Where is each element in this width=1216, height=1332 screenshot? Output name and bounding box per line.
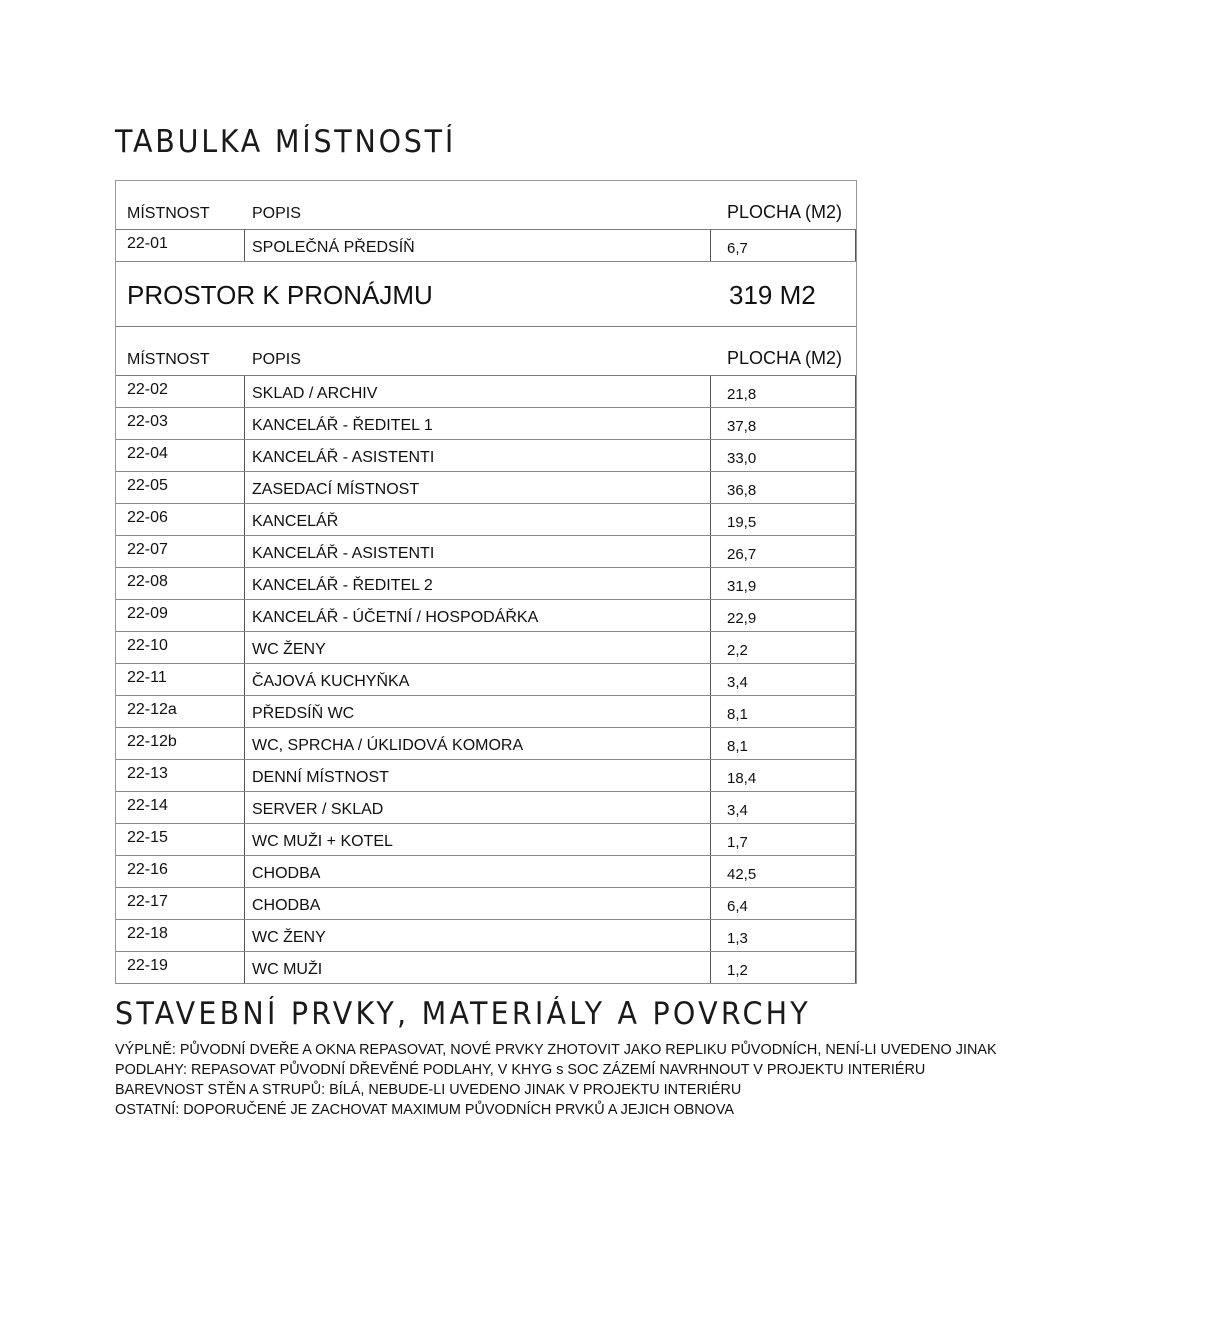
- table-row: [116, 728, 856, 760]
- room-description: CHODBA: [244, 888, 710, 919]
- room-description: DENNÍ MÍSTNOST: [244, 760, 710, 791]
- header-room: MÍSTNOST: [127, 205, 210, 222]
- table-row: [116, 632, 856, 664]
- room-description: ČAJOVÁ KUCHYŇKA: [244, 664, 710, 695]
- table-row: [116, 504, 856, 536]
- room-description: CHODBA: [244, 856, 710, 887]
- room-area: 1,2: [710, 952, 856, 983]
- room-area: 1,3: [710, 920, 856, 951]
- room-area: 3,4: [710, 792, 856, 823]
- note-line: BAREVNOST STĚN A STRUPŮ: BÍLÁ, NEBUDE-LI UVEDENO JINAK V PROJEKTU INTERIÉRU: [115, 1081, 742, 1098]
- table-row: [116, 536, 856, 568]
- table-row: [116, 568, 856, 600]
- room-description: KANCELÁŘ - ŘEDITEL 2: [244, 568, 710, 599]
- room-area: 36,8: [710, 472, 856, 503]
- room-description: KANCELÁŘ - ASISTENTI: [244, 536, 710, 567]
- rental-area: 319 M2: [729, 280, 816, 310]
- note-line: OSTATNÍ: DOPORUČENÉ JE ZACHOVAT MAXIMUM PŮVODNÍCH PRVKŮ A JEJICH OBNOVA: [115, 1101, 735, 1118]
- room-area: 3,4: [710, 664, 856, 695]
- table-row: [116, 888, 856, 920]
- note-line: PODLAHY: REPASOVAT PŮVODNÍ DŘEVĚNÉ PODLAHY, V KHYG s SOC ZÁZEMÍ NAVRHNOUT V PROJEKTU INTERIÉRU: [115, 1061, 926, 1078]
- room-description: WC ŽENY: [244, 920, 710, 951]
- room-area: 2,2: [710, 632, 856, 663]
- room-area: 1,7: [710, 824, 856, 855]
- table-row: [116, 696, 856, 728]
- room-number: 22-08: [127, 573, 168, 590]
- room-number: 22-04: [127, 445, 168, 462]
- room-number: 22-19: [127, 957, 168, 974]
- room-description: KANCELÁŘ: [244, 504, 710, 535]
- room-area: 8,1: [710, 728, 856, 759]
- room-number: 22-06: [127, 509, 168, 526]
- room-description: WC ŽENY: [244, 632, 710, 663]
- rooms-table: [115, 180, 857, 984]
- table-row: [116, 376, 856, 408]
- room-number: 22-17: [127, 893, 168, 910]
- room-number: 22-16: [127, 861, 168, 878]
- table-row: [116, 440, 856, 472]
- room-area: 19,5: [710, 504, 856, 535]
- note-line: VÝPLNĚ: PŮVODNÍ DVEŘE A OKNA REPASOVAT, NOVÉ PRVKY ZHOTOVIT JAKO REPLIKU PŮVODNÍCH, NENÍ-LI UVEDENO JINAK: [115, 1041, 997, 1058]
- room-number: 22-12a: [127, 701, 177, 718]
- table-row: [116, 952, 856, 984]
- table-header: [116, 327, 856, 376]
- room-rows: [116, 376, 856, 984]
- room-number: 22-07: [127, 541, 168, 558]
- room-description: PŘEDSÍŇ WC: [244, 696, 710, 727]
- room-number: 22-12b: [127, 733, 177, 750]
- room-number: 22-11: [127, 669, 167, 686]
- table-header: [116, 181, 856, 230]
- room-description: SPOLEČNÁ PŘEDSÍŇ: [244, 230, 710, 261]
- room-number: 22-18: [127, 925, 168, 942]
- room-area: 21,8: [710, 376, 856, 407]
- room-number: 22-02: [127, 381, 168, 398]
- room-area: 6,7: [710, 230, 856, 261]
- table-row: [116, 230, 856, 262]
- table-row: [116, 760, 856, 792]
- room-area: 6,4: [710, 888, 856, 919]
- room-area: 18,4: [710, 760, 856, 791]
- table-row: [116, 472, 856, 504]
- header-desc: POPIS: [252, 205, 301, 222]
- header-desc: POPIS: [252, 351, 301, 368]
- room-number: 22-15: [127, 829, 168, 846]
- room-description: WC MUŽI: [244, 952, 710, 983]
- table-row: [116, 792, 856, 824]
- room-number: 22-09: [127, 605, 168, 622]
- room-area: 31,9: [710, 568, 856, 599]
- room-area: 26,7: [710, 536, 856, 567]
- page-title: TABULKA MÍSTNOSTÍ: [115, 124, 457, 160]
- room-description: ZASEDACÍ MÍSTNOST: [244, 472, 710, 503]
- header-area: PLOCHA (M2): [726, 348, 842, 368]
- room-description: SERVER / SKLAD: [244, 792, 710, 823]
- room-number: 22-05: [127, 477, 168, 494]
- room-number: 22-13: [127, 765, 168, 782]
- header-room: MÍSTNOST: [127, 351, 210, 368]
- room-description: KANCELÁŘ - ÚČETNÍ / HOSPODÁŘKA: [244, 600, 710, 631]
- room-number: 22-14: [127, 797, 168, 814]
- room-description: KANCELÁŘ - ŘEDITEL 1: [244, 408, 710, 439]
- rental-label: PROSTOR K PRONÁJMU: [127, 280, 433, 310]
- table-row: [116, 664, 856, 696]
- rental-banner: [116, 262, 856, 327]
- room-area: 22,9: [710, 600, 856, 631]
- table-row: [116, 856, 856, 888]
- room-description: WC MUŽI + KOTEL: [244, 824, 710, 855]
- room-description: SKLAD / ARCHIV: [244, 376, 710, 407]
- table-row: [116, 408, 856, 440]
- section-title: STAVEBNÍ PRVKY, MATERIÁLY A POVRCHY: [115, 996, 811, 1032]
- room-area: 8,1: [710, 696, 856, 727]
- table-row: [116, 824, 856, 856]
- room-area: 42,5: [710, 856, 856, 887]
- room-number: 22-03: [127, 413, 168, 430]
- room-number: 22-10: [127, 637, 168, 654]
- table-row: [116, 600, 856, 632]
- table-row: [116, 920, 856, 952]
- room-area: 37,8: [710, 408, 856, 439]
- notes-block: [115, 1040, 1033, 1120]
- header-area: PLOCHA (M2): [726, 202, 842, 222]
- room-area: 33,0: [710, 440, 856, 471]
- room-description: KANCELÁŘ - ASISTENTI: [244, 440, 710, 471]
- room-description: WC, SPRCHA / ÚKLIDOVÁ KOMORA: [244, 728, 710, 759]
- room-number: 22-01: [127, 235, 168, 252]
